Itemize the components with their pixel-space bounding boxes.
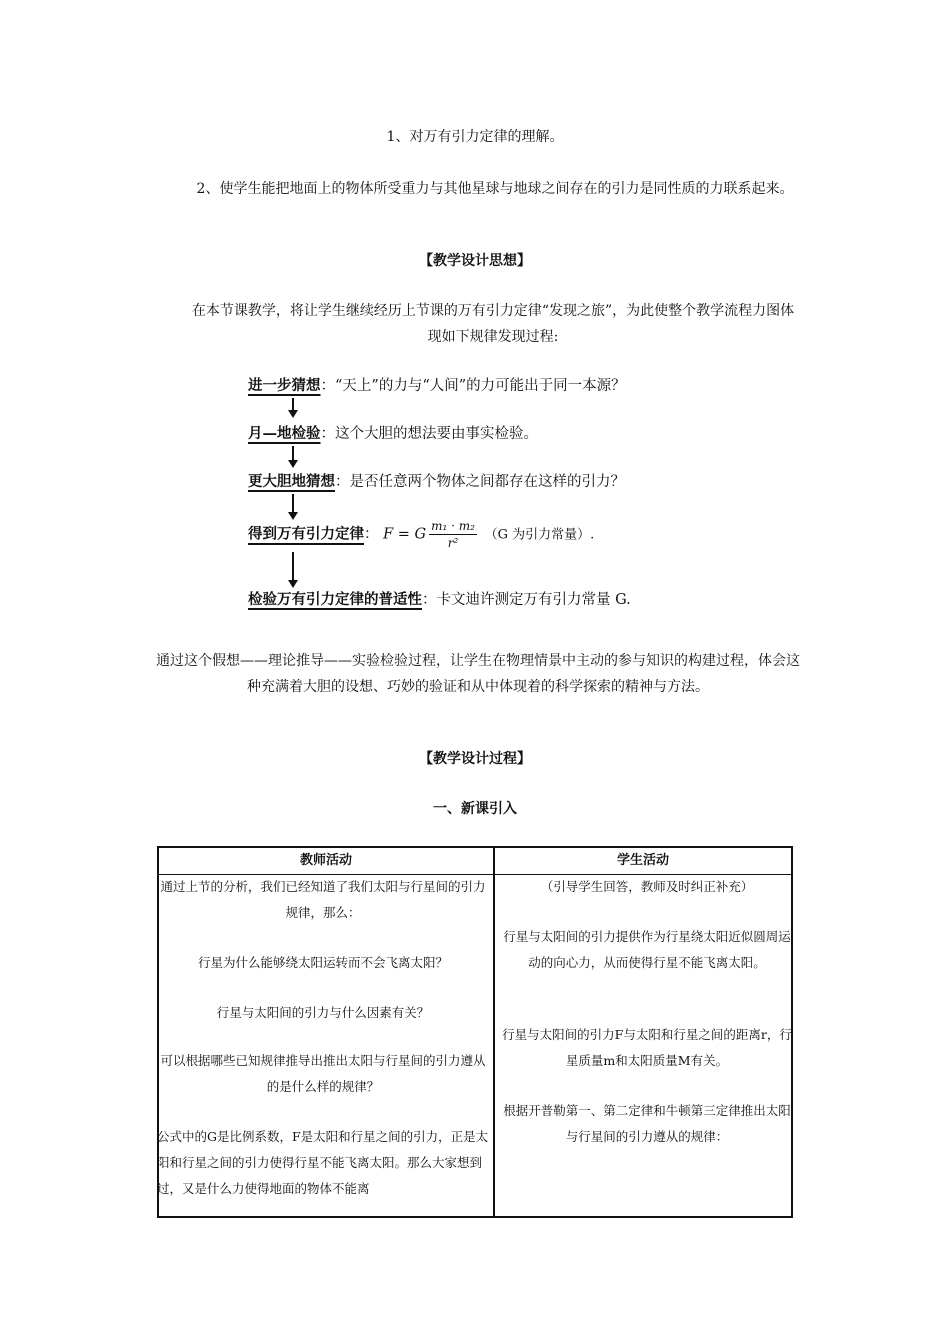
teacher-activity-2: 行星为什么能够绕太阳运转而不会飞离太阳？ — [197, 955, 448, 970]
header-teacher-activity: 教师活动 — [299, 853, 352, 868]
flow-step-moon-earth-text: ：这个大胆的想法要由事实检验。 — [320, 426, 538, 442]
flow-step-moon-earth-label: 月—地检验 — [248, 425, 321, 442]
flow-step-conjecture — [248, 374, 626, 395]
goal-item-2: 2、使学生能把地面上的物体所受重力与其他星球与地球之间存在的引力是同性质的力联系起来。 — [196, 181, 794, 197]
teacher-activity-1: 通过上节的分析，我们已经知道了我们太阳与行星间的引力规律，那么： — [160, 879, 486, 920]
flow-step-moon-earth — [248, 422, 538, 443]
teacher-activity-4: 可以根据哪些已知规律推导出推出太阳与行星间的引力遵从的是什么样的规律？ — [160, 1053, 486, 1094]
section-new-lesson-intro: 一、新课引入 — [433, 801, 517, 817]
arrow-down-icon — [288, 410, 298, 418]
flow-connector — [292, 494, 294, 514]
flow-step-conjecture-text: ：“天上”的力与“人间”的力可能出于同一本源？ — [320, 378, 626, 394]
column-divider — [493, 848, 495, 1216]
design-idea-heading: 【教学设计思想】 — [419, 253, 531, 269]
flow-step-bolder-conjecture-label: 更大胆地猜想 — [248, 473, 335, 490]
formula-fraction — [429, 518, 477, 551]
student-activity-4: 根据开普勒第一、第二定律和牛顿第三定律推出太阳与行星间的引力遵从的规律： — [503, 1103, 791, 1144]
header-student-activity: 学生活动 — [616, 853, 669, 868]
activity-table — [157, 846, 793, 1218]
flow-step-universality — [248, 588, 631, 609]
teacher-activity-5: 公式中的G是比例系数，F是太阳和行星之间的引力，正是太阳和行星之间的引力使得行星不能飞离太阳。那么大家想到过，又是什么力使得地面的物体不能离 — [157, 1129, 489, 1196]
flow-step-bolder-conjecture — [248, 470, 625, 491]
summary-paragraph: 通过这个假想——理论推导——实验检验过程，让学生在物理情景中主动的参与知识的构建过程，体会这种充满着大胆的设想、巧妙的验证和从中体现着的科学探索的精神与方法。 — [156, 653, 800, 695]
flow-step-universality-text: ：卡文迪许测定万有引力常量 G. — [422, 592, 631, 608]
flow-step-gravitation-law: 得到万有引力定律： F = G $\frac{\text{m₁ · m₂}}{\text{r²}}$ （G 为引力常量）. — [248, 519, 595, 550]
flow-step-bolder-conjecture-text: ：是否任意两个物体之间都存在这样的引力？ — [335, 474, 625, 490]
flow-connector — [292, 552, 294, 582]
arrow-down-icon — [288, 580, 298, 588]
formula-note: （G 为引力常量）. — [484, 527, 595, 543]
arrow-down-icon — [288, 460, 298, 468]
formula-denominator: r² — [447, 536, 459, 550]
formula-lhs: F = G — [383, 526, 427, 543]
formula-numerator: m₁ · m₂ — [431, 519, 475, 533]
discovery-flow-diagram — [240, 366, 760, 616]
design-idea-intro: 在本节课教学，将让学生继续经历上节课的万有引力定律“发现之旅”，为此使整个教学流程力图体现如下规律发现过程: — [191, 303, 795, 345]
process-heading: 【教学设计过程】 — [419, 751, 531, 767]
flow-step-conjecture-label: 进一步猜想 — [248, 377, 321, 394]
flow-step-gravitation-law-label: 得到万有引力定律 — [248, 525, 364, 543]
gravitation-formula — [383, 518, 480, 551]
student-activity-1: （引导学生回答，教师及时纠正补充） — [540, 879, 754, 894]
goal-item-1: 1、对万有引力定律的理解。 — [386, 129, 564, 145]
teacher-activity-3: 行星与太阳间的引力与什么因素有关？ — [216, 1005, 430, 1020]
student-activity-2: 行星与太阳间的引力提供作为行星绕太阳近似圆周运动的向心力，从而使得行星不能飞离太阳。 — [503, 929, 791, 970]
flow-step-universality-label: 检验万有引力定律的普适性 — [248, 591, 422, 608]
student-activity-3: 行星与太阳间的引力F与太阳和行星之间的距离r，行星质量m和太阳质量M有关。 — [502, 1027, 792, 1068]
